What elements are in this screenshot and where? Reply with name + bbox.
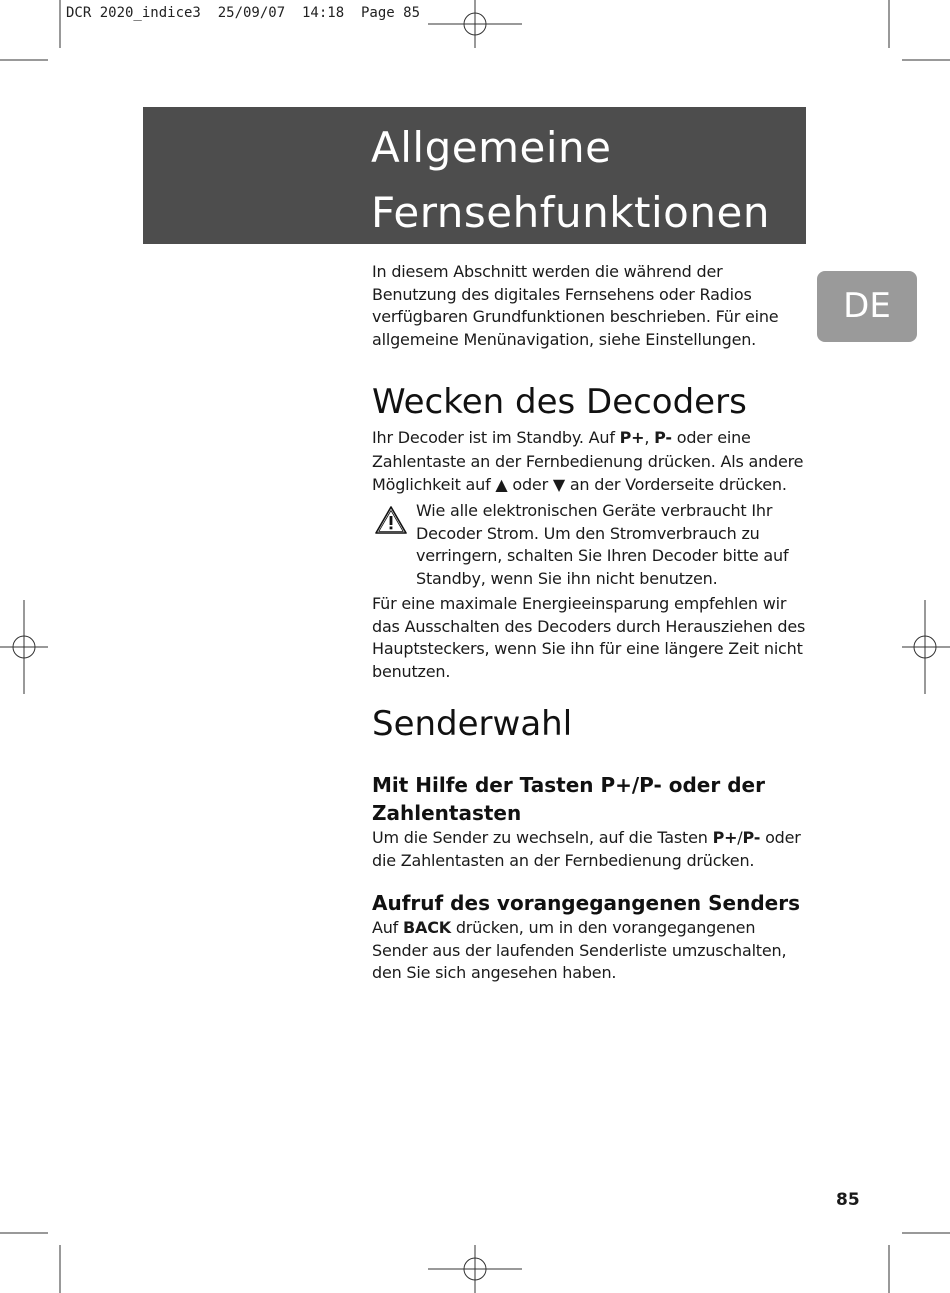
energy-paragraph: Für eine maximale Energieeinsparung empfehlen wir das Ausschalten des Decoders durch Herausziehen des Hauptsteckers, wenn Sie ihn für eine längere Zeit nicht benutzen. — [372, 594, 806, 681]
sub1-text-before: Um die Sender zu wechseln, auf die Tasten — [372, 828, 713, 847]
sub1-text-after: oder die Zahlentasten an der Fernbedienung drücken. — [372, 828, 801, 870]
sub2-text-after: drücken, um in den vorangegangenen Sender aus der laufenden Senderliste umzuschalten, den Sie sich angesehen haben. — [372, 918, 787, 982]
registration-mark-right — [902, 600, 950, 694]
registration-mark-bottom — [428, 1245, 522, 1293]
page-title-line1: Allgemeine — [371, 123, 612, 172]
sub1-heading: Mit Hilfe der Tasten P+/P- oder der Zahlentasten — [372, 773, 765, 825]
sub1-slash: / — [737, 828, 743, 847]
key-p-minus: P- — [654, 428, 672, 447]
print-slug: DCR 2020_indice3 25/09/07 14:18 Page 85 — [66, 5, 421, 21]
sub1-paragraph — [372, 827, 806, 872]
registration-mark-top — [428, 0, 522, 48]
sub2-heading: Aufruf des vorangegangenen Senders — [372, 891, 800, 915]
sub1-key-minus: P- — [742, 828, 761, 847]
warning-triangle-icon — [374, 505, 408, 535]
page-number: 85 — [836, 1190, 860, 1210]
intro-block — [372, 261, 806, 351]
sub1-key-plus: P+ — [712, 828, 738, 847]
wake-section — [372, 382, 806, 497]
wake-text-after: oder eine Zahlentaste an der Fernbedienung drücken. Als andere Möglichkeit auf ▲ oder ▼ an der Vorderseite drücken. — [372, 428, 804, 494]
wake-heading: Wecken des Decoders — [372, 382, 747, 422]
warning-note — [372, 500, 806, 590]
wake-text-before: Ihr Decoder ist im Standby. Auf — [372, 428, 620, 447]
sub2-text-before: Auf — [372, 918, 404, 937]
page-title — [371, 115, 770, 245]
energy-block — [372, 593, 806, 683]
wake-paragraph — [372, 426, 806, 497]
page-title-line2: Fernsehfunktionen — [371, 188, 770, 237]
title-banner — [143, 107, 806, 244]
channel-heading: Senderwahl — [372, 704, 573, 744]
key-back: BACK — [403, 918, 451, 937]
wake-sep: , — [644, 428, 655, 447]
intro-paragraph: In diesem Abschnitt werden die während der Benutzung des digitales Fernsehens oder Radios verfügbaren Grundfunktionen beschrieben. Für eine allgemeine Menünavigation, siehe Einstellungen. — [372, 262, 779, 349]
channel-section — [372, 704, 806, 744]
channel-sub2 — [372, 889, 806, 985]
channel-sub1 — [372, 771, 806, 872]
sub2-paragraph — [372, 917, 806, 985]
registration-mark-left — [0, 600, 48, 694]
key-p-plus: P+ — [619, 428, 645, 447]
language-tab: DE — [817, 271, 917, 342]
warning-text: Wie alle elektronischen Geräte verbraucht Ihr Decoder Strom. Um den Stromverbrauch zu verringern, schalten Sie Ihren Decoder bitte auf Standby, wenn Sie ihn nicht benutzen. — [416, 501, 789, 588]
